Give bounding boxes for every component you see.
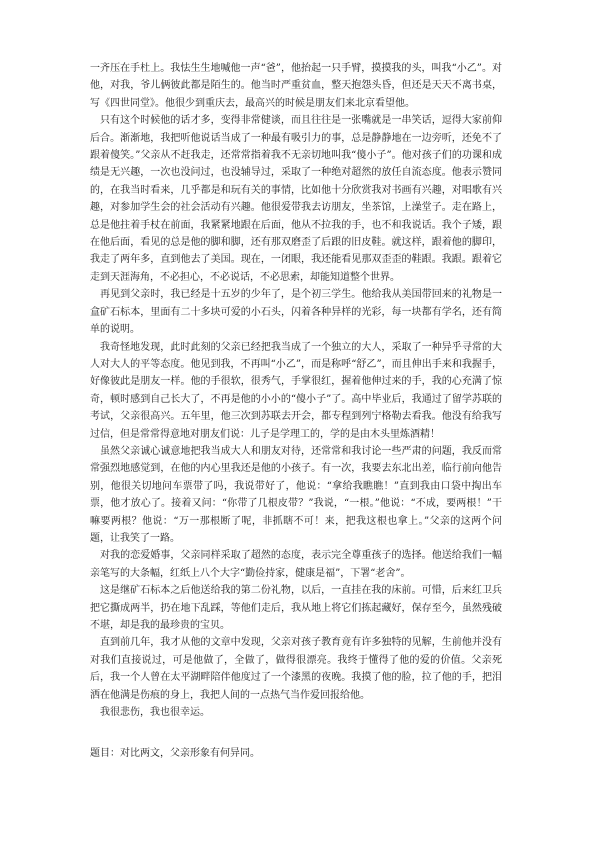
paragraph-5: 虽然父亲诚心诚意地把我当成大人和朋友对待，还常常和我讨论一些严肃的问题，我反而常常强烈地感觉到，在他的内心里我还是他的小孩子。有一次，我要去东北出差，临行前向他告别，他很关切地问车票带了吗，我说带好了，他说：“拿给我瞧瞧！”直到我由口袋中掏出车票，他才放心了。接着又问：“你带了几根皮带？”我说，“一根。”他说：“不成，要两根！”干嘛要两根？他说：“万一那根断了呢，非抓瞎不可！来，把我这根也拿上。”父亲的这两个问题，让我笑了一路。 [90,445,502,544]
paragraph-2: 只有这个时候他的话才多，变得非常健谈，而且往往是一张嘴就是一串笑话，逗得大家前仰后合。渐渐地，我把听他说话当成了一种最有吸引力的事，总是静静地在一边旁听，还免不了跟着傻笑。”父亲从不赶我走，还常常指着我不无亲切地叫我“傻小子”。他对孩子们的功课和成绩是无兴趣，一次也没问过，也没辅导过，采取了一种绝对超然的放任自流态度。他表示赞同的，在我当时看来，几乎都是和玩有关的事情，比如他十分欣赏我对书画有兴趣，对唱歌有兴趣，对参加学生会的社会活动有兴趣。他很爱带我去访朋友，坐茶馆，上澡堂子。走在路上，总是他拄着手杖在前面，我紧紧地跟在后面，他从不拉我的手，也不和我说话。我个子矮，跟在他后面，看见的总是他的脚和脚，还有那双磨歪了后跟的旧皮鞋。就这样，跟着他的脚印，我走了两年多，直到他去了美国。现在，一闭眼，我还能看见那双歪歪的鞋跟。我跟。跟着它走到天涯海角，不必担心，不必说话，不必思索，却能知道整个世界。 [90,115,502,283]
paragraph-7: 这是继矿石标本之后他送给我的第二份礼物，以后，一直挂在我的床前。可惜，后来红卫兵把它撕成两半，扔在地下乱踩，等他们走后，我从地上将它们拣起藏好，保存至今，虽然残破不堪，却是我的最珍贵的宝贝。 [90,585,502,631]
paragraph-4: 我奇怪地发现，此时此刻的父亲已经把我当成了一个独立的大人，采取了一种异乎寻常的大人对大人的平等态度。他见到我，不再叫“小乙”，而是称呼“舒乙”，而且伸出手来和我握手，好像彼此是朋友一样。他的手很软，很秀气，手掌很红，握着他伸过来的手，我的心充满了惊奇，顿时感到自己长大了，不再是他的小小的“傻小子”了。高中毕业后，我通过了留学苏联的考试，父亲很高兴。五年里，他三次到苏联去开会，都专程到列宁格勒去看我。他没有给我写过信，但是常常得意地对朋友们说：儿子是学理工的，学的是由木头里炼酒精！ [90,341,502,440]
paragraph-9: 我很悲伤，我也很幸运。 [100,707,210,719]
paragraph-6: 对我的恋爱婚事，父亲同样采取了超然的态度，表示完全尊重孩子的选择。他送给我们一幅亲笔写的大条幅，红纸上八个大字“勤俭持家，健康是福”，下署“老舍”。 [90,550,502,579]
question-prompt: 题目：对比两文，父亲形象有何异同。 [90,748,260,760]
paragraph-8: 直到前几年，我才从他的文章中发现，父亲对孩子教育竟有许多独特的见解，生前他并没有对我们直接说过，可是他做了，全做了，做得很漂亮。我终于懂得了他的爱的价值。父亲死后，我一个人曾在太平湖畔陪伴他度过了一个漆黑的夜晚。我摸了他的脸，拉了他的手，把泪洒在他满是伤痕的身上，我把人间的一点热气当作爱回报给他。 [90,637,502,701]
paragraph-1: 一齐压在手杜上。我怯生生地喊他一声“爸”，他抬起一只手臂，摸摸我的头，叫我“小乙”。对他，对我，爷儿俩彼此都是陌生的。他当时严重贫血，整天抱怨头昏，但还是天天不离书桌，写《四世同堂》。他很少到重庆去，最高兴的时候是朋友们来北京看望他。 [90,63,502,109]
article-body [90,60,502,763]
paragraph-3: 再见到父亲时，我已经是十五岁的少年了，是个初三学生。他给我从美国带回来的礼物是一盒矿石标本，里面有二十多块可爱的小石头，闪着各种异样的光彩，每一块都有学名，还有简单的说明。 [90,289,502,336]
